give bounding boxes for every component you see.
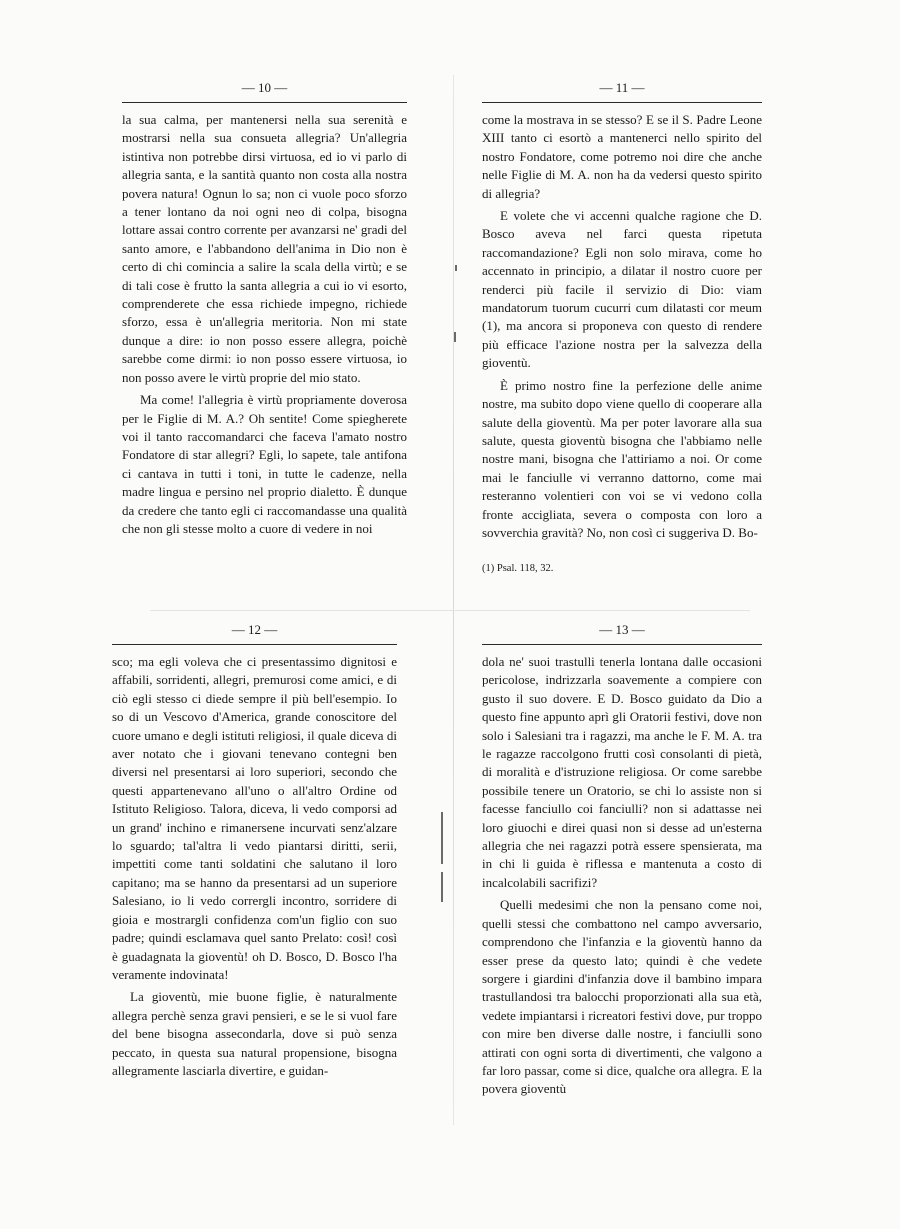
paragraph: dola ne' suoi trastulli tenerla lontana dalle occasioni pericolose, indrizzarla soavemente a compiere con gusto il suo dovere. E D. Bosco guidato da Dio a questo fine appunto aprì gli Oratorii festivi, dove non solo i Salesiani tra i ragazzi, ma anche le F. M. A. tra le ragazze raccolgono frutti così consolanti di pietà, di moralità e d'istruzione religiosa. Or come sarebbe possibile tenere un Oratorio, se chi lo assiste non si facesse fanciullo coi fanciulli? non si adattasse nei loro giuochi e direi quasi non si desse ad un'esterna allegria che nei ragazzi potrà essere spensierata, ma in chi li guida è riflessa e mantenuta a costo di incalcolabili sacrifizi? (482, 654, 762, 890)
margin-mark (441, 812, 443, 864)
page-10 (122, 80, 407, 538)
margin-mark (454, 332, 456, 342)
fold-line-horizontal (150, 610, 750, 611)
paragraph: Ma come! l'allegria è virtù propriamente doverosa per le Figlie di M. A.? Oh sentite! Come spiegherete voi il tanto raccomandarci che faceva l'amato nostro Fondatore di star allegri? Egli, lo sapete, tale antifona ci cantava in tutti i toni, in tutte le cadenze, nella madre lingua e persino nel proprio dialetto. È dunque da credere che tanto egli ci raccomandasse una qualità che non gli stesse molto a cuore di vedere in noi (122, 392, 407, 536)
page-11 (482, 80, 762, 576)
paragraph: La gioventù, mie buone figlie, è naturalmente allegra perchè senza gravi pensieri, e se le si vuol fare del bene bisogna assecondarla, dove si può senza peccato, in questa sua natural propensione, bisogna allegramente lasciarla divertire, e guidan- (112, 989, 397, 1078)
footnote: (1) Psal. 118, 32. (482, 563, 554, 575)
paragraph: la sua calma, per mantenersi nella sua serenità e mostrarsi nella sua consueta allegria? Un'allegria istintiva non potrebbe dirsi virtuosa, ed io vi parlo di allegria santa, e la santità quanto non costa alla nostra povera natura! Ognun lo sa; non ci vuole poco sforzo a tener lontano da noi ogni neo di colpa, bisogna lottare assai contro corrente per avanzarsi ne' gradi del santo amore, e l'abbandono dell'anima in Dio non è certo di chi comincia a salire la scala della virtù; e se di tali cose è frutto la santa allegria a cui io vi esorto, comprenderete che essa richiede impegno, richiede sforzo, essa è un'allegria meritoria. Non mi state dunque a dire: io non posso essere allegra, poichè sarebbe come dirmi: io non posso essere virtuosa, io non posso avere le virtù proprie del mio stato. (122, 112, 407, 385)
page-13 (482, 622, 762, 1099)
paragraph: È primo nostro fine la perfezione delle anime nostre, ma subito dopo viene quello di cooperare alla salute della gioventù. Ma per poter lavorare alla sua salute, questa gioventù bisogna che l'abbiamo nelle nostre mani, bisogna che l'attiriamo a noi. Or come mai le fanciulle vi verranno dattorno, come mai resteranno volentieri con voi se vi vedono colla fronte accigliata, severa o composta con loro a sovverchia gravità? No, non così ci suggeriva D. Bo- (482, 377, 762, 540)
margin-mark (441, 872, 443, 902)
paragraph: come la mostrava in se stesso? E se il S. Padre Leone XIII tanto ci esortò a mantenerci nello spirito del nostro Fondatore, come potremo noi dire che anche nelle Figlie di M. A. non ha da vedersi questo spirito di allegria? (482, 112, 762, 201)
fold-line-vertical (453, 75, 454, 1125)
page-number: — 10 — (122, 80, 407, 103)
page-number: — 13 — (482, 622, 762, 645)
page-number: — 12 — (112, 622, 397, 645)
paragraph: E volete che vi accenni qualche ragione che D. Bosco aveva nel farci questa ripetuta raccomandazione? Egli non solo mirava, come ho accennato in principio, a dilatar il nostro cuore per renderci più facile il servizio di Dio: viam mandatorum tuorum cucurri cum dilatasti cor meum (1), ma ancora si proponeva con questo di rendere più efficace l'azione nostra per la salvezza della gioventù. (482, 208, 762, 371)
paragraph: sco; ma egli voleva che ci presentassimo dignitosi e affabili, sorridenti, allegri, premurosi come amici, e di ciò egli stesso ci diede sempre il più bell'esempio. Io so di un Vescovo d'America, grande conoscitore del cuore umano e degli istituti religiosi, il quale diceva di aver notato che i giovani tenevano contegni ben diversi nel presentarsi ai loro superiori, secondo che questi appartenevano all'uno o all'altro Ordine od Istituto Religioso. Talora, diceva, li vedo comporsi ad un grand' inchino e rimanersene incurvati senz'alzare lo sguardo; tal'altra li vedo piantarsi diritti, serii, impettiti come tanti soldatini che salutano il loro capitano; ma se hanno da presentarsi ad un superiore Salesiano, io li vedo corrergli incontro, sorridere di gioia e mostrargli confidenza com'un figlio con suo padre; quindi esclamava quel santo Prelato: così! così è guadagnata la gioventù! oh D. Bosco, D. Bosco l'ha veramente indovinata! (112, 654, 397, 982)
page-number: — 11 — (482, 80, 762, 103)
paragraph: Quelli medesimi che non la pensano come noi, quelli stessi che combattono nel campo avversario, comprendono che l'infanzia e la gioventù hanno da esser prese da questo lato; quindi è che vedete sorgere i giardini d'infanzia dove il bambino impara trastullandosi tra balocchi proporzionati alla sua età, vedete impiantarsi i ricreatori festivi dove, pur troppo con mire ben diverse dalle nostre, i fanciulli sono attirati con ogni sorta di divertimenti, che valgono a far loro passar, come si dice, qualche ora allegra. E la povera gioventù (482, 897, 762, 1097)
page-12 (112, 622, 397, 1080)
margin-mark (455, 265, 457, 271)
